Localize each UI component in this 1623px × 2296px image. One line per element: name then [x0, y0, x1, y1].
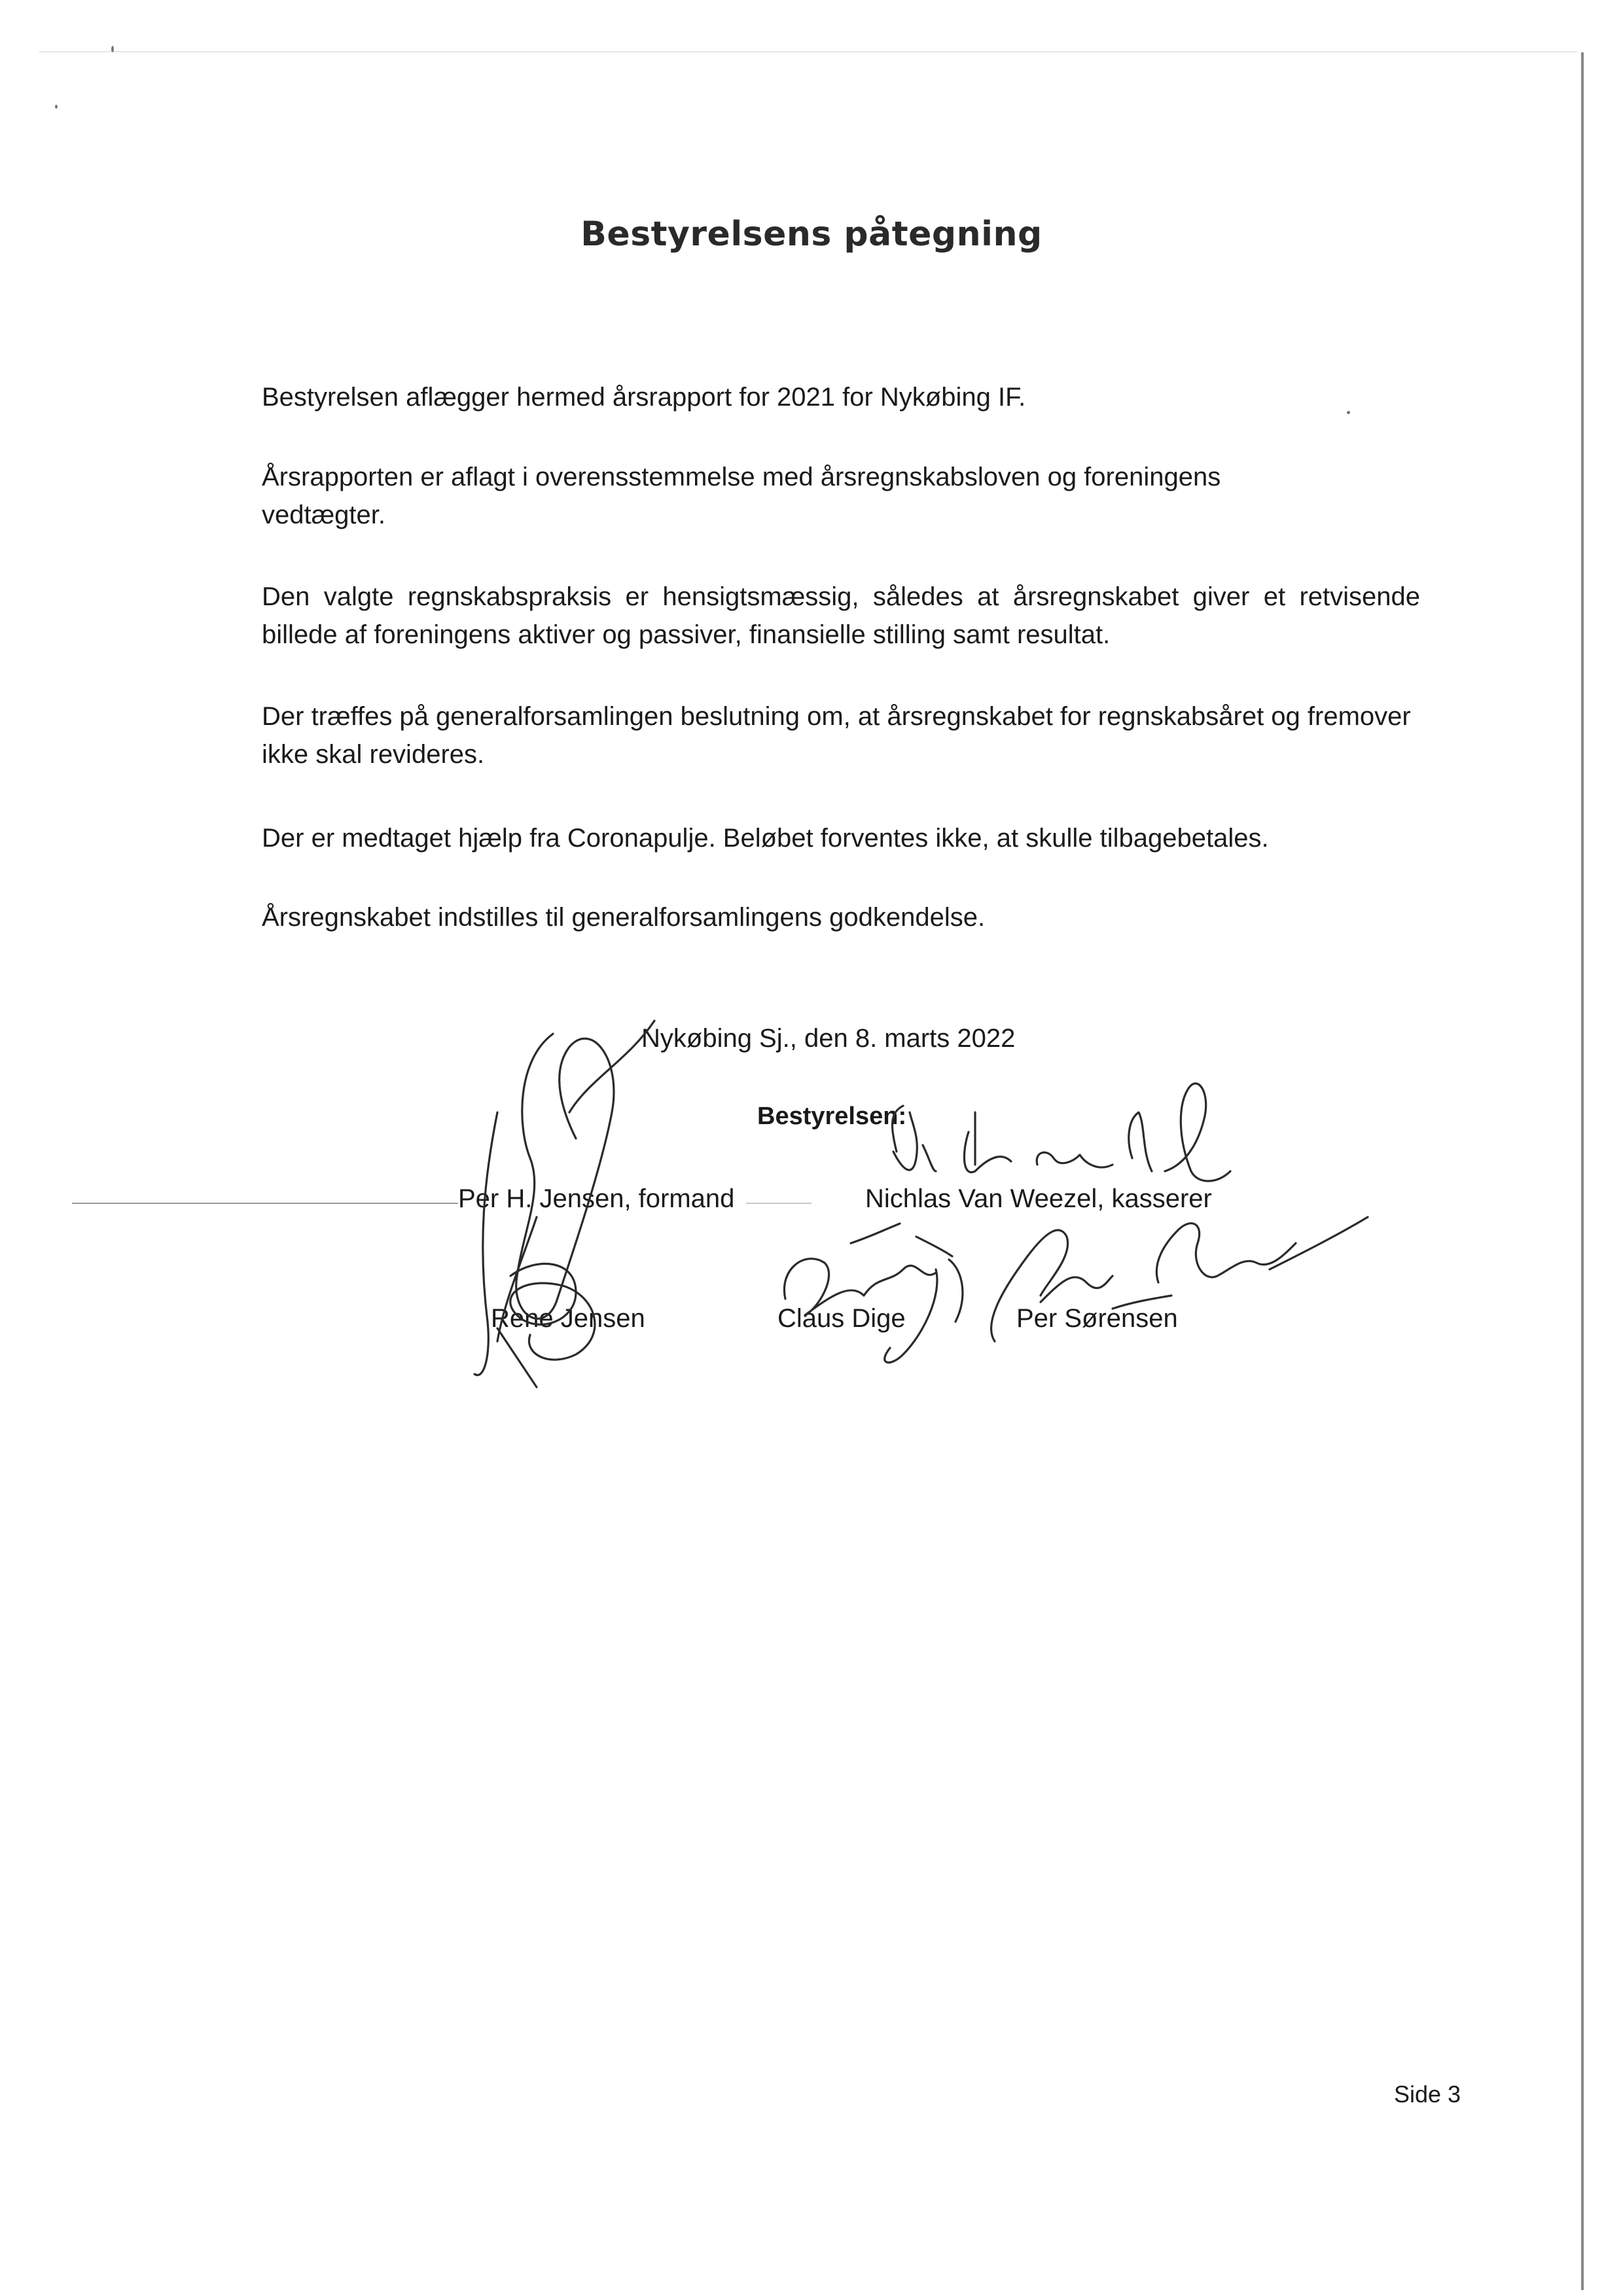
signature-stroke-nichlas-van-weezel	[964, 1132, 1011, 1173]
signature-stroke-per-sorensen	[1041, 1276, 1113, 1302]
signature-stroke-per-sorensen	[1156, 1224, 1296, 1282]
signature-stroke-claus-dige	[949, 1260, 963, 1322]
board-label: Bestyrelsen:	[757, 1103, 907, 1130]
signatory-claus-dige: Claus Dige	[777, 1304, 906, 1333]
signature-stroke-claus-dige	[851, 1224, 952, 1256]
signatory-chairman: Per H. Jensen, formand	[458, 1184, 735, 1213]
paragraph-approval: Årsregnskabet indstilles til generalforsamlingens godkendelse.	[262, 903, 986, 932]
page-number: Side 3	[1394, 2081, 1461, 2108]
paragraph-audit: Der træffes på generalforsamlingen beslutning om, at årsregnskabet for regnskabsåret og fremover ikke skal revideres.	[262, 702, 1411, 769]
signature-stroke-per-h-jensen	[474, 1112, 497, 1375]
scan-speck	[55, 105, 58, 109]
signatory-rene-jensen: Rene Jensen	[491, 1304, 645, 1333]
place-and-date: Nykøbing Sj., den 8. marts 2022	[641, 1024, 1016, 1053]
paragraph-accounting-policy: Den valgte regnskabspraksis er hensigtsmæssig, således at årsregnskabet giver et retvisende billede af foreningens aktiver og passiver, finansielle stilling samt resultat.	[262, 582, 1420, 649]
signature-stroke-nichlas-van-weezel	[1037, 1152, 1113, 1167]
signatory-treasurer: Nichlas Van Weezel, kasserer	[865, 1184, 1212, 1213]
paragraph-compliance: Årsrapporten er aflagt i overensstemmelse med årsregnskabsloven og foreningens vedtægter.	[262, 463, 1221, 529]
page-title: Bestyrelsens påtegning	[580, 215, 1043, 254]
signature-stroke-nichlas-van-weezel	[923, 1145, 936, 1171]
scan-speck	[111, 46, 114, 52]
paragraph-intro: Bestyrelsen aflægger hermed årsrapport for 2021 for Nykøbing IF.	[262, 383, 1026, 412]
signature-line	[72, 1203, 458, 1204]
signature-stroke-rene-jensen	[497, 1328, 537, 1387]
signature-stroke-per-sorensen	[1270, 1217, 1368, 1269]
signature-stroke-nichlas-van-weezel	[1129, 1112, 1152, 1171]
signature-stroke-per-h-jensen	[516, 1034, 614, 1318]
scan-edge-top	[39, 51, 1577, 52]
scan-edge-right	[1581, 52, 1584, 2290]
signatory-per-sorensen: Per Sørensen	[1016, 1304, 1178, 1333]
paragraph-corona-aid: Der er medtaget hjælp fra Coronapulje. Beløbet forventes ikke, at skulle tilbagebetales.	[262, 824, 1269, 853]
signature-stroke-nichlas-van-weezel	[1165, 1084, 1230, 1181]
signature-line	[746, 1203, 812, 1204]
